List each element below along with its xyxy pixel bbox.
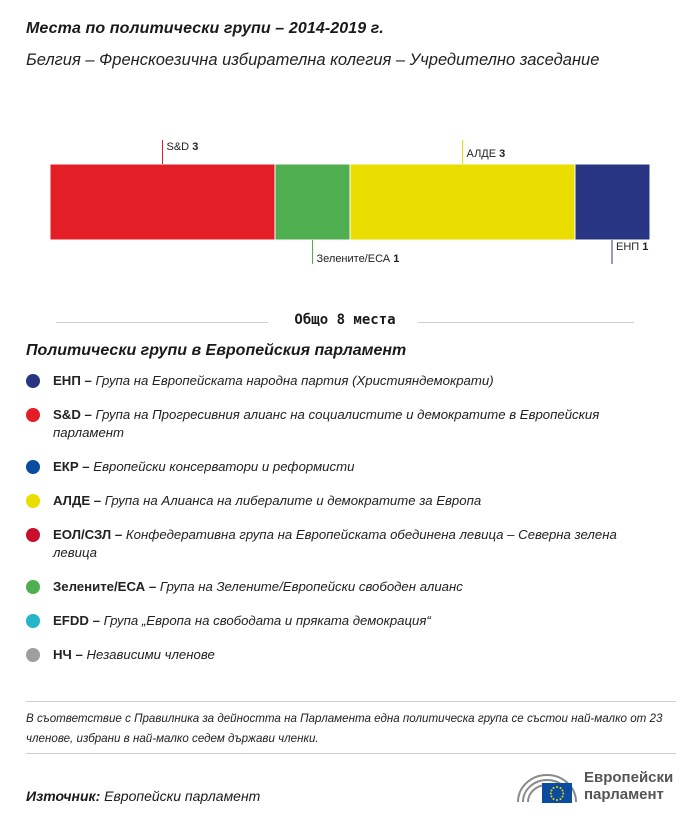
bar-segment-seg-1 (275, 164, 350, 240)
bar-segment-seg-2 (350, 164, 575, 240)
source-label: Източник: (26, 788, 101, 804)
logo-line-2: парламент (584, 786, 664, 803)
footnote-divider-top (26, 701, 676, 702)
legend-abbr: EFDD – (53, 613, 100, 628)
segment-label: Зелените/ЕСА 1 (316, 253, 400, 265)
segment-label: S&D 3 (166, 141, 199, 153)
bar-segment-seg-3 (575, 164, 650, 240)
logo-line-1: Европейски (584, 769, 674, 786)
footnote: В съответствие с Правилника за дейността на Парламента една политическа група се състои най-малко от 23 членове, избрани в най-малко седем държави членки. (26, 712, 663, 745)
legend-desc: Група „Европа на свободата и пряката демокрация“ (99, 613, 431, 628)
source (26, 788, 260, 804)
total-divider-right (418, 322, 634, 323)
bar-segment-seg-0 (50, 164, 275, 240)
legend-dot (26, 374, 40, 388)
legend-abbr: ЕКР – (53, 459, 90, 474)
parliament-hemicycle-icon (514, 766, 580, 806)
legend-abbr: ЕОЛ/СЗЛ – (53, 527, 123, 542)
legend-desc: Независими членове (82, 647, 215, 662)
legend-desc: Група на Европейската народна партия (Християндемократи) (91, 373, 494, 388)
legend-desc: Група на Прогресивния алианс на социалистите и демократите в Европейския парламент (53, 407, 600, 440)
legend-desc: Европейски консерватори и реформисти (89, 459, 355, 474)
legend-dot (26, 648, 40, 662)
logo-text (584, 769, 673, 803)
seat-bar-chart (0, 120, 700, 280)
legend-abbr: S&D – (53, 407, 92, 422)
segment-label: АЛДЕ 3 (466, 148, 506, 160)
legend-desc: Група на Зелените/Европейски свободен алианс (156, 579, 463, 594)
legend-abbr: Зелените/ЕСА – (53, 579, 157, 594)
legend-dot (26, 408, 40, 422)
legend-dot (26, 494, 40, 508)
source-value: Европейски парламент (100, 788, 261, 804)
total-seats (56, 312, 634, 332)
footnote-divider-bottom (26, 753, 676, 754)
legend-dot (26, 460, 40, 474)
legend-abbr: ЕНП – (53, 373, 92, 388)
european-parliament-logo (514, 766, 684, 806)
segment-label: ЕНП 1 (616, 241, 649, 253)
legend-abbr: АЛДЕ – (53, 493, 102, 508)
legend-dot (26, 614, 40, 628)
chart-subtitle: Белгия – Френскоезична избирателна колегия – Учредително заседание (26, 51, 600, 69)
legend-desc: Конфедеративна група на Европейската обединена левица – Северна зелена левица (53, 527, 617, 560)
total-seats-label: Общо 8 места (294, 312, 396, 328)
legend-dot (26, 580, 40, 594)
legend-dot (26, 528, 40, 542)
legend-desc: Група на Алианса на либералите и демократите за Европа (101, 493, 482, 508)
legend-heading: Политически групи в Европейския парламент (26, 342, 407, 359)
legend-abbr: НЧ – (53, 647, 83, 662)
chart-title: Места по политически групи – 2014-2019 г. (26, 20, 384, 37)
